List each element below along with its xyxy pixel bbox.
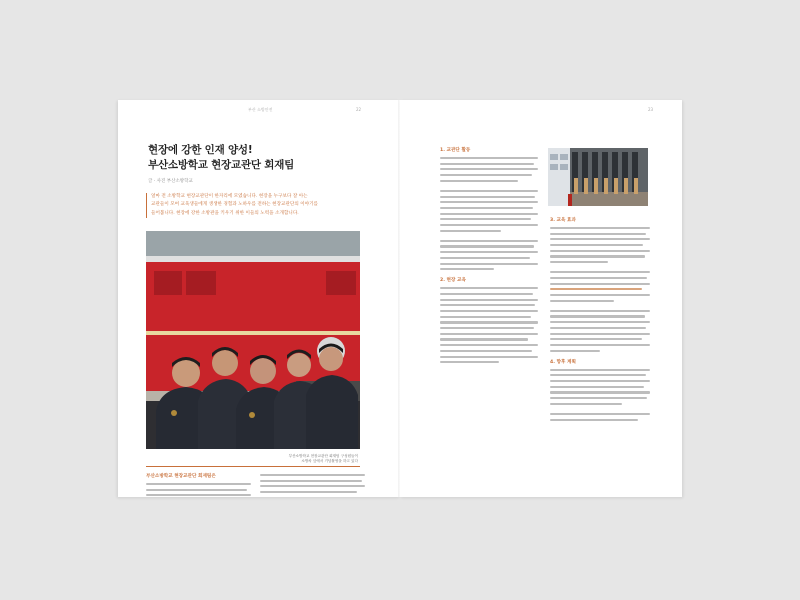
team-photo-illustration [146, 231, 360, 449]
text-line [550, 321, 650, 323]
page-number-right: 23 [648, 107, 654, 112]
left-page [118, 100, 400, 497]
text-line [550, 380, 650, 382]
body-text-lines [550, 271, 650, 302]
text-line [550, 250, 650, 252]
caption-line: 소방차 앞에서 기념촬영을 하고 있다 [301, 459, 358, 464]
text-line [146, 489, 247, 491]
section-heading: 2. 현장 교육 [440, 278, 466, 284]
right-body-column-2 [550, 218, 650, 421]
text-line [440, 196, 535, 198]
text-line [550, 374, 646, 376]
body-text-lines [260, 474, 365, 497]
body-text-lines [550, 369, 650, 405]
text-line [440, 304, 535, 306]
text-line [440, 293, 533, 295]
text-line [440, 268, 494, 270]
text-line [550, 350, 600, 352]
article-title [148, 143, 294, 173]
caption-line: 부산소방학교 현장교관단 회재팀 구성원들이 [288, 454, 358, 458]
body-text-lines [440, 287, 538, 363]
text-line [550, 333, 650, 335]
text-line [550, 277, 647, 279]
training-photo [548, 148, 648, 206]
text-line [440, 361, 499, 363]
text-line [550, 344, 650, 346]
text-line [550, 255, 645, 257]
training-photo-illustration [548, 148, 648, 206]
text-line [440, 338, 528, 340]
text-line [146, 494, 251, 496]
text-line [440, 213, 538, 215]
text-line [440, 163, 534, 165]
text-line [440, 245, 534, 247]
text-line [550, 327, 646, 329]
text-line [146, 483, 251, 485]
page-number-left: 22 [356, 107, 362, 112]
text-line [550, 413, 650, 415]
text-line [550, 391, 650, 393]
section-heading: 1. 교관단 활동 [440, 148, 471, 153]
text-line [440, 251, 538, 253]
text-line [550, 283, 650, 285]
text-line [440, 263, 538, 265]
text-line [440, 287, 538, 289]
text-line [550, 338, 642, 340]
text-line [550, 288, 642, 290]
text-line [260, 485, 365, 487]
text-line [440, 333, 538, 335]
text-line [440, 207, 533, 209]
text-line [550, 227, 650, 229]
team-photo [146, 231, 360, 449]
text-line [440, 230, 501, 232]
section-heading: 4. 향후 계획 [550, 359, 576, 365]
body-text-lines [440, 190, 538, 232]
left-body-column-2 [260, 474, 365, 497]
text-line [550, 310, 650, 312]
text-line [440, 356, 538, 358]
text-line [440, 310, 538, 312]
text-line [440, 240, 538, 242]
text-line [440, 157, 538, 159]
text-line [550, 397, 647, 399]
text-line [440, 321, 538, 323]
text-line [550, 233, 646, 235]
photo-caption [218, 454, 358, 465]
article-title-line-1: 현장에 강한 인재 양성! [148, 144, 253, 156]
text-line [550, 271, 650, 273]
lead-line: 들어봅니다. 현장에 강한 소방관을 키우기 위한 이들의 노력을 소개합니다. [151, 210, 299, 216]
text-line [440, 224, 538, 226]
text-line [440, 257, 530, 259]
text-line [260, 491, 357, 493]
text-line [550, 300, 614, 302]
text-line [550, 403, 622, 405]
text-line [260, 474, 365, 476]
body-text-lines [550, 310, 650, 352]
lead-line: 교관들이 모여 교육생들에게 생생한 경험과 노하우를 전하는 현장교관단의 이야기를 [151, 202, 318, 208]
text-line [440, 201, 538, 203]
text-line [440, 316, 531, 318]
text-line [440, 168, 538, 170]
text-line [440, 344, 538, 346]
text-line [440, 327, 534, 329]
body-text-lines [550, 227, 650, 263]
lead-line: 얼마 전 소방학교 현장교관단이 한자리에 모였습니다. 현장을 누구보다 잘 아는 [151, 194, 308, 199]
text-line [440, 299, 538, 301]
right-page [400, 100, 682, 497]
text-line [440, 350, 532, 352]
text-line [550, 369, 650, 371]
text-line [550, 315, 645, 317]
caption-rule [146, 466, 360, 467]
article-title-line-2: 부산소방학교 현장교관단 회재팀 [148, 159, 295, 171]
section-heading: 3. 교육 효과 [550, 218, 576, 223]
text-line [550, 244, 643, 246]
text-line [440, 190, 538, 192]
body-text-lines [146, 483, 251, 497]
body-text-lines [440, 240, 538, 271]
right-body-column-1 [440, 148, 538, 363]
lead-paragraph [146, 193, 391, 218]
section-heading: 부산소방학교 현장교관단 회재팀은 [146, 474, 216, 479]
left-body-column-1 [146, 474, 251, 497]
text-line [550, 238, 650, 240]
text-line [550, 261, 608, 263]
text-line [440, 180, 518, 182]
running-header-left: 부산 소방안전 [248, 107, 273, 112]
text-line [440, 174, 532, 176]
text-line [260, 480, 362, 482]
body-text-lines [440, 157, 538, 182]
body-text-lines [550, 413, 650, 421]
text-line [440, 218, 531, 220]
text-line [550, 386, 644, 388]
text-line [550, 294, 650, 296]
byline: 글 · 사진 부산소방학교 [148, 179, 193, 184]
text-line [550, 419, 638, 421]
